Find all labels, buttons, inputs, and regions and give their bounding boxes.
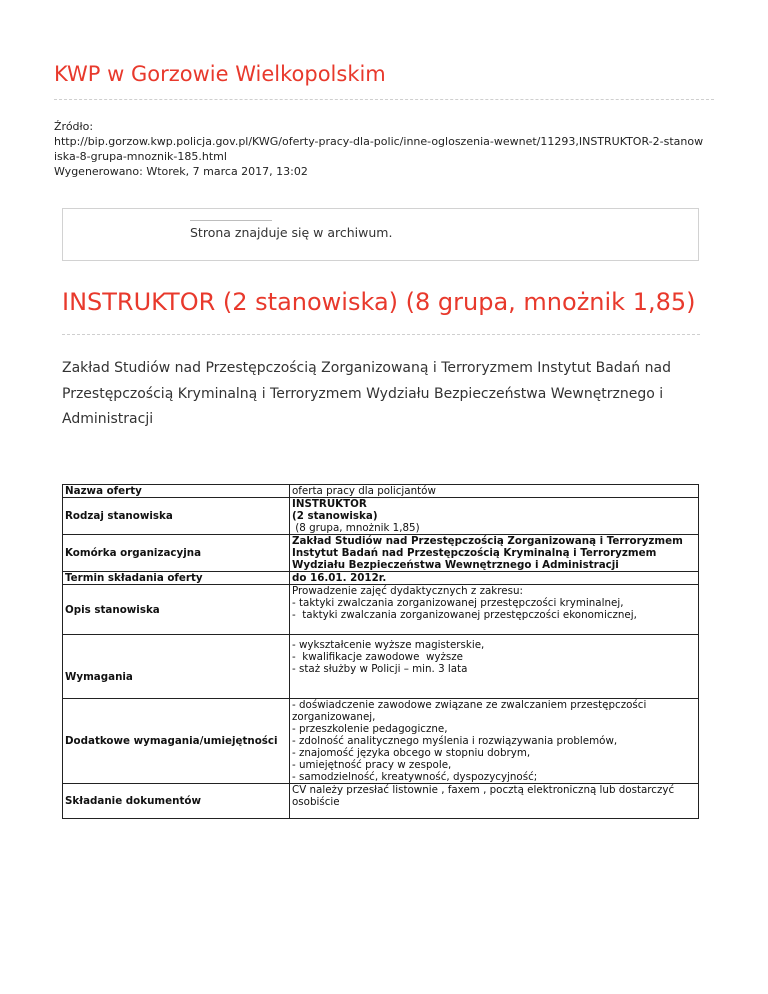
list-item: - wykształcenie wyższe magisterskie, (292, 639, 485, 651)
source-label: Źródło: (54, 120, 94, 133)
list-item: - umiejętność pracy w zespole, (292, 759, 452, 771)
list-item: - zdolność analitycznego myślenia i rozwiązywania problemów, (292, 735, 618, 747)
list-item: - przeszkolenie pedagogiczne, (292, 723, 448, 735)
row-label: Wymagania (63, 635, 290, 699)
row-label: Termin składania oferty (63, 572, 290, 585)
position-count: (2 stanowiska) (292, 510, 378, 522)
row-value (290, 585, 699, 635)
row-label: Rodzaj stanowiska (63, 498, 290, 535)
table-row (63, 784, 699, 819)
site-title[interactable]: KWP w Gorzowie Wielkopolskim (54, 62, 386, 86)
position-name: INSTRUKTOR (292, 498, 367, 510)
row-value: CV należy przesłać listownie , faxem , pocztą elektroniczną lub dostarczyć osobiście (290, 784, 699, 819)
table-row (63, 485, 699, 498)
row-value: do 16.01. 2012r. (290, 572, 699, 585)
page-title: INSTRUKTOR (2 stanowiska) (8 grupa, mnożnik 1,85) (62, 288, 696, 316)
row-label: Komórka organizacyjna (63, 535, 290, 572)
table-row (63, 572, 699, 585)
source-info (54, 119, 724, 179)
list-item: - taktyki zwalczania zorganizowanej przestępczości kryminalnej, (292, 597, 624, 609)
row-value (290, 699, 699, 784)
row-label: Nazwa oferty (63, 485, 290, 498)
table-row (63, 699, 699, 784)
archive-message: Strona znajduje się w archiwum. (190, 225, 393, 240)
list-item: - kwalifikacje zawodowe wyższe (292, 651, 463, 663)
row-label: Opis stanowiska (63, 585, 290, 635)
source-url-line2[interactable]: iska-8-grupa-mnoznik-185.html (54, 150, 227, 163)
list-item: - staż służby w Policji – min. 3 lata (292, 663, 468, 675)
table-row (63, 535, 699, 572)
list-item: - taktyki zwalczania zorganizowanej przestępczości ekonomicznej, (292, 609, 637, 621)
source-url-line1[interactable]: http://bip.gorzow.kwp.policja.gov.pl/KWG/oferty-pracy-dla-polic/inne-ogloszenia-wewnet/11293,INSTRUKTOR-2-stanow (54, 135, 704, 148)
row-value (290, 498, 699, 535)
table-row (63, 635, 699, 699)
row-value: Zakład Studiów nad Przestępczością Zorganizowaną i Terroryzmem Instytut Badań nad Przestępczością Kryminalną i Terroryzmem Wydziału Bezpieczeństwa Wewnętrznego i Administracji (290, 535, 699, 572)
list-item: - znajomość języka obcego w stopniu dobrym, (292, 747, 531, 759)
position-group: (8 grupa, mnożnik 1,85) (292, 522, 420, 534)
list-item: - samodzielność, kreatywność, dyspozycyjność; (292, 771, 538, 783)
archive-notice (62, 208, 699, 261)
header-divider (54, 99, 714, 100)
row-label: Składanie dokumentów (63, 784, 290, 819)
list-item: - doświadczenie zawodowe związane ze zwalczaniem przestępczości zorganizowanej, (292, 699, 647, 723)
list-item: Prowadzenie zajęć dydaktycznych z zakresu: (292, 585, 523, 597)
generated-date: Wygenerowano: Wtorek, 7 marca 2017, 13:02 (54, 165, 308, 178)
lead-paragraph: Zakład Studiów nad Przestępczością Zorganizowaną i Terroryzmem Instytut Badań nad Przestępczością Kryminalną i Terroryzmem Wydziału Bezpieczeństwa Wewnętrznego i Administracji (62, 360, 671, 427)
row-value: oferta pracy dla policjantów (290, 485, 699, 498)
archive-rule (190, 220, 272, 221)
row-label: Dodatkowe wymagania/umiejętności (63, 699, 290, 784)
table-row (63, 498, 699, 535)
title-divider (62, 334, 700, 335)
offer-table (62, 484, 699, 819)
table-row (63, 585, 699, 635)
row-value (290, 635, 699, 699)
